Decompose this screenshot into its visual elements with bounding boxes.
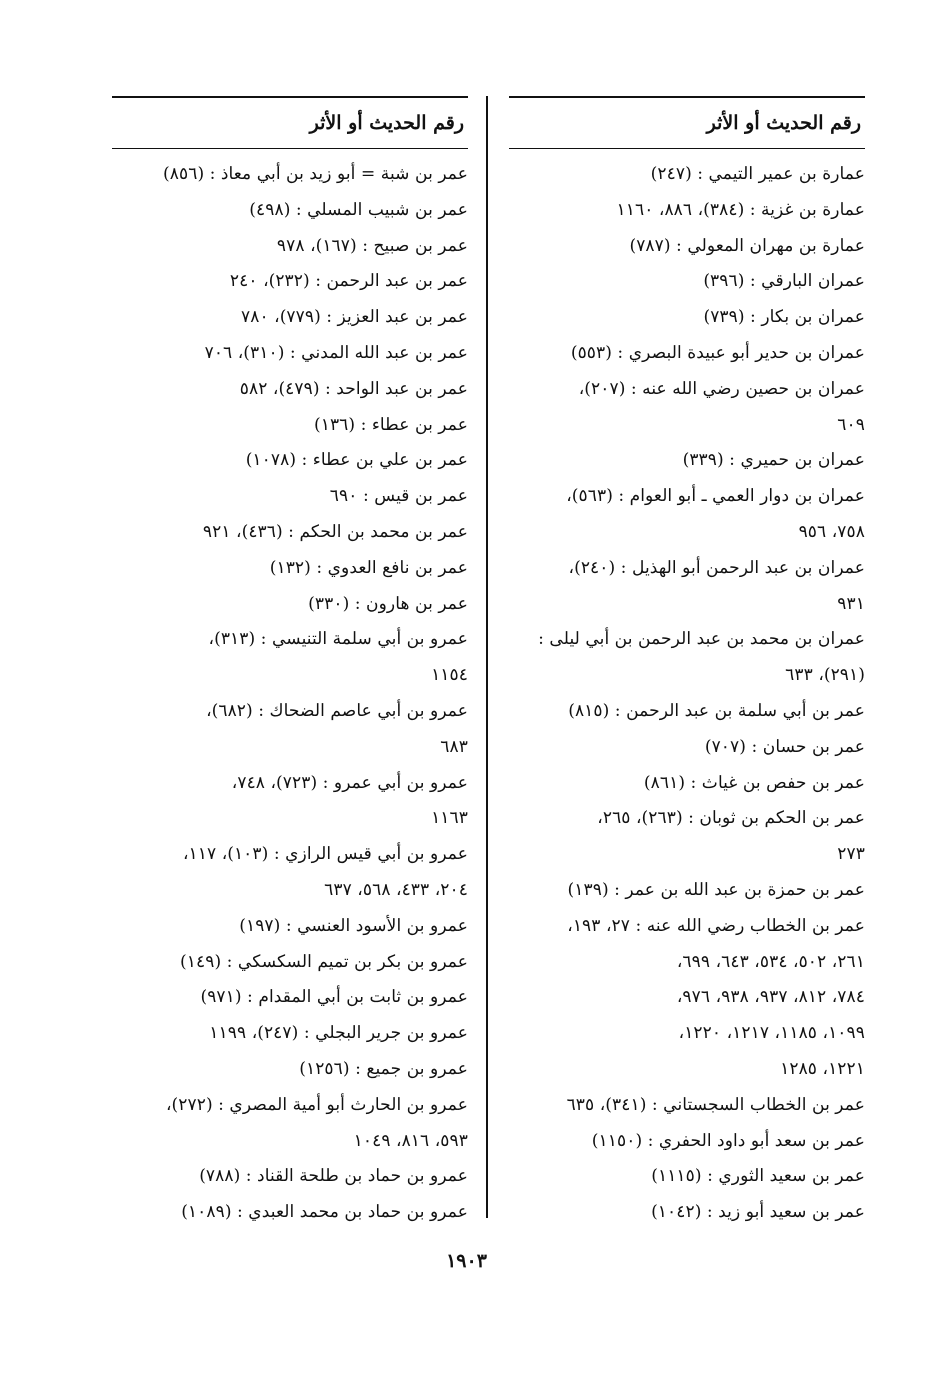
index-entry: عمر بن شبة = أبو زيد بن أبي معاذ : (٨٥٦) [163,164,468,184]
index-entry: عمرو بن جرير البجلي : (٢٤٧)، ١١٩٩ [209,1023,468,1044]
index-entry: عمر بن سعد أبو داود الحفري : (١١٥٠) [591,1130,865,1151]
index-entry: ٥٩٣، ٨١٦، ١٠٤٩ [353,1130,468,1151]
index-entry: عمر بن سعيد أبو زيد : (١٠٤٢) [651,1202,865,1223]
index-entry: عمر بن عطاء : (١٣٦) [314,414,468,435]
right-column-entries [509,157,865,1231]
index-entry: عمران بن حدير أبو عبيدة البصري : (٥٥٣) [570,342,865,363]
index-entry: ٢٧٣ [837,844,865,865]
index-entry: عمران بن حميري : (٣٣٩) [682,450,865,471]
index-entry: عمر بن حمزة بن عبد الله بن عمر : (١٣٩) [567,879,865,900]
page-number: ١٩٠٣ [446,1250,487,1272]
index-entry: عمرو بن أبي عمرو : (٧٢٣)، ٧٤٨، [231,772,468,793]
index-entry: عمرو بن حماد بن محمد العبدي : (١٠٨٩) [181,1202,468,1223]
index-entry: عمر بن عبد الواحد : (٤٧٩)، ٥٨٢ [239,378,468,399]
index-entry: ١١٦٣ [431,808,468,829]
index-entry: عمران بن حصين رضي الله عنه : (٢٠٧)، [578,378,865,399]
index-entry: عمر بن الخطاب رضي الله عنه : ٢٧، ١٩٣، [567,915,865,936]
index-entry: عمارة بن عمير التيمي : (٢٤٧) [650,164,865,184]
right-column-header: رقم الحديث أو الأثر [509,96,865,149]
index-entry: عمر بن الحكم بن ثوبان : (٢٦٣)، ٢٦٥، [597,808,865,829]
index-entry: عمرو بن أبي عاصم الضحاك : (٦٨٢)، [206,700,468,721]
index-entry: ٧٥٨، ٩٥٦ [798,521,865,542]
right-column [509,96,865,1231]
index-entry: عمر بن نافع العدوي : (١٣٢) [269,557,468,578]
index-entry: عمارة بن غزية : (٣٨٤)، ٨٨٦، ١١٦٠ [616,199,865,220]
index-entry: عمر بن حسان : (٧٠٧) [704,736,865,757]
index-entry: عمر بن عبد العزيز : (٧٧٩)، ٧٨٠ [241,307,468,328]
index-entry: ٧٨٤، ٨١٢، ٩٣٧، ٩٣٨، ٩٧٦، [676,987,865,1008]
index-entry: عمر بن هارون : (٣٣٠) [308,593,468,614]
index-entry: عمر بن علي بن عطاء : (١٠٧٨) [245,450,468,471]
index-entry: عمران بن دوار العمي ـ أبو العوام : (٥٦٣)، [566,486,865,507]
left-column-header: رقم الحديث أو الأثر [112,96,468,149]
index-entry: عمر بن عبد الله المدني : (٣١٠)، ٧٠٦ [204,342,468,363]
index-entry: عمر بن عبد الرحمن : (٢٣٢)، ٢٤٠ [229,271,468,292]
index-entry: ١٠٩٩، ١١٨٥، ١٢١٧، ١٢٢٠، [678,1023,865,1044]
index-entry: عمر بن سعيد الثوري : (١١١٥) [651,1166,865,1187]
index-entry: عمرو بن أبي سلمة التنيسي : (٣١٣)، [208,629,468,650]
left-column-entries [112,157,468,1231]
index-entry: عمر بن أبي سلمة بن عبد الرحمن : (٨١٥) [568,700,865,721]
column-divider [486,96,488,1218]
index-entry: عمر بن حفص بن غياث : (٨٦١) [643,772,865,793]
index-entry: (٢٩١)، ٦٣٣ [785,665,865,686]
index-entry: عمر بن صبيح : (١٦٧)، ٩٧٨ [276,235,468,256]
index-entry: عمران البارقي : (٣٩٦) [703,271,865,292]
index-entry: عمر بن قيس : ٦٩٠ [329,486,468,507]
index-entry: عمر بن شبيب المسلي : (٤٩٨) [249,199,468,220]
index-entry: عمرو بن بكر بن تميم السكسكي : (١٤٩) [180,951,468,972]
index-entry: عمارة بن مهران المعولي : (٧٨٧) [629,235,865,256]
index-entry: عمران بن عبد الرحمن أبو الهذيل : (٢٤٠)، [568,557,865,578]
index-entry: ٩٣١ [837,593,865,614]
index-entry: عمرو بن جميع : (١٢٥٦) [299,1058,468,1079]
index-entry: عمرو بن حماد بن طلحة القناد : (٧٨٨) [199,1166,468,1187]
index-entry: عمرو بن ثابت بن أبي المقدام : (٩٧١) [200,987,468,1008]
left-column [112,96,468,1231]
index-entry: ٢٠٤، ٤٣٣، ٥٦٨، ٦٣٧ [324,879,468,900]
index-entry: ٦٠٩ [837,414,865,435]
index-entry: عمر بن محمد بن الحكم : (٤٣٦)، ٩٢١ [202,521,468,542]
index-entry: عمر بن الخطاب السجستاني : (٣٤١)، ٦٣٥ [566,1094,865,1115]
index-entry: ١١٥٤ [431,665,468,686]
index-entry: عمرو بن الأسود العنسي : (١٩٧) [239,915,468,936]
index-entry: ٦٨٣ [440,736,468,757]
index-entry: عمرو بن أبي قيس الرازي : (١٠٣)، ١١٧، [182,844,468,865]
index-entry: عمران بن محمد بن عبد الرحمن بن أبي ليلى : [538,629,865,650]
index-entry: ١٢٢١، ١٢٨٥ [780,1058,865,1079]
index-entry: عمران بن بكار : (٧٣٩) [703,307,865,328]
index-entry: عمرو بن الحارث أبو أمية المصري : (٢٧٢)، [166,1094,468,1115]
index-entry: ٢٦١، ٥٠٢، ٥٣٤، ٦٤٣، ٦٩٩، [676,951,865,972]
